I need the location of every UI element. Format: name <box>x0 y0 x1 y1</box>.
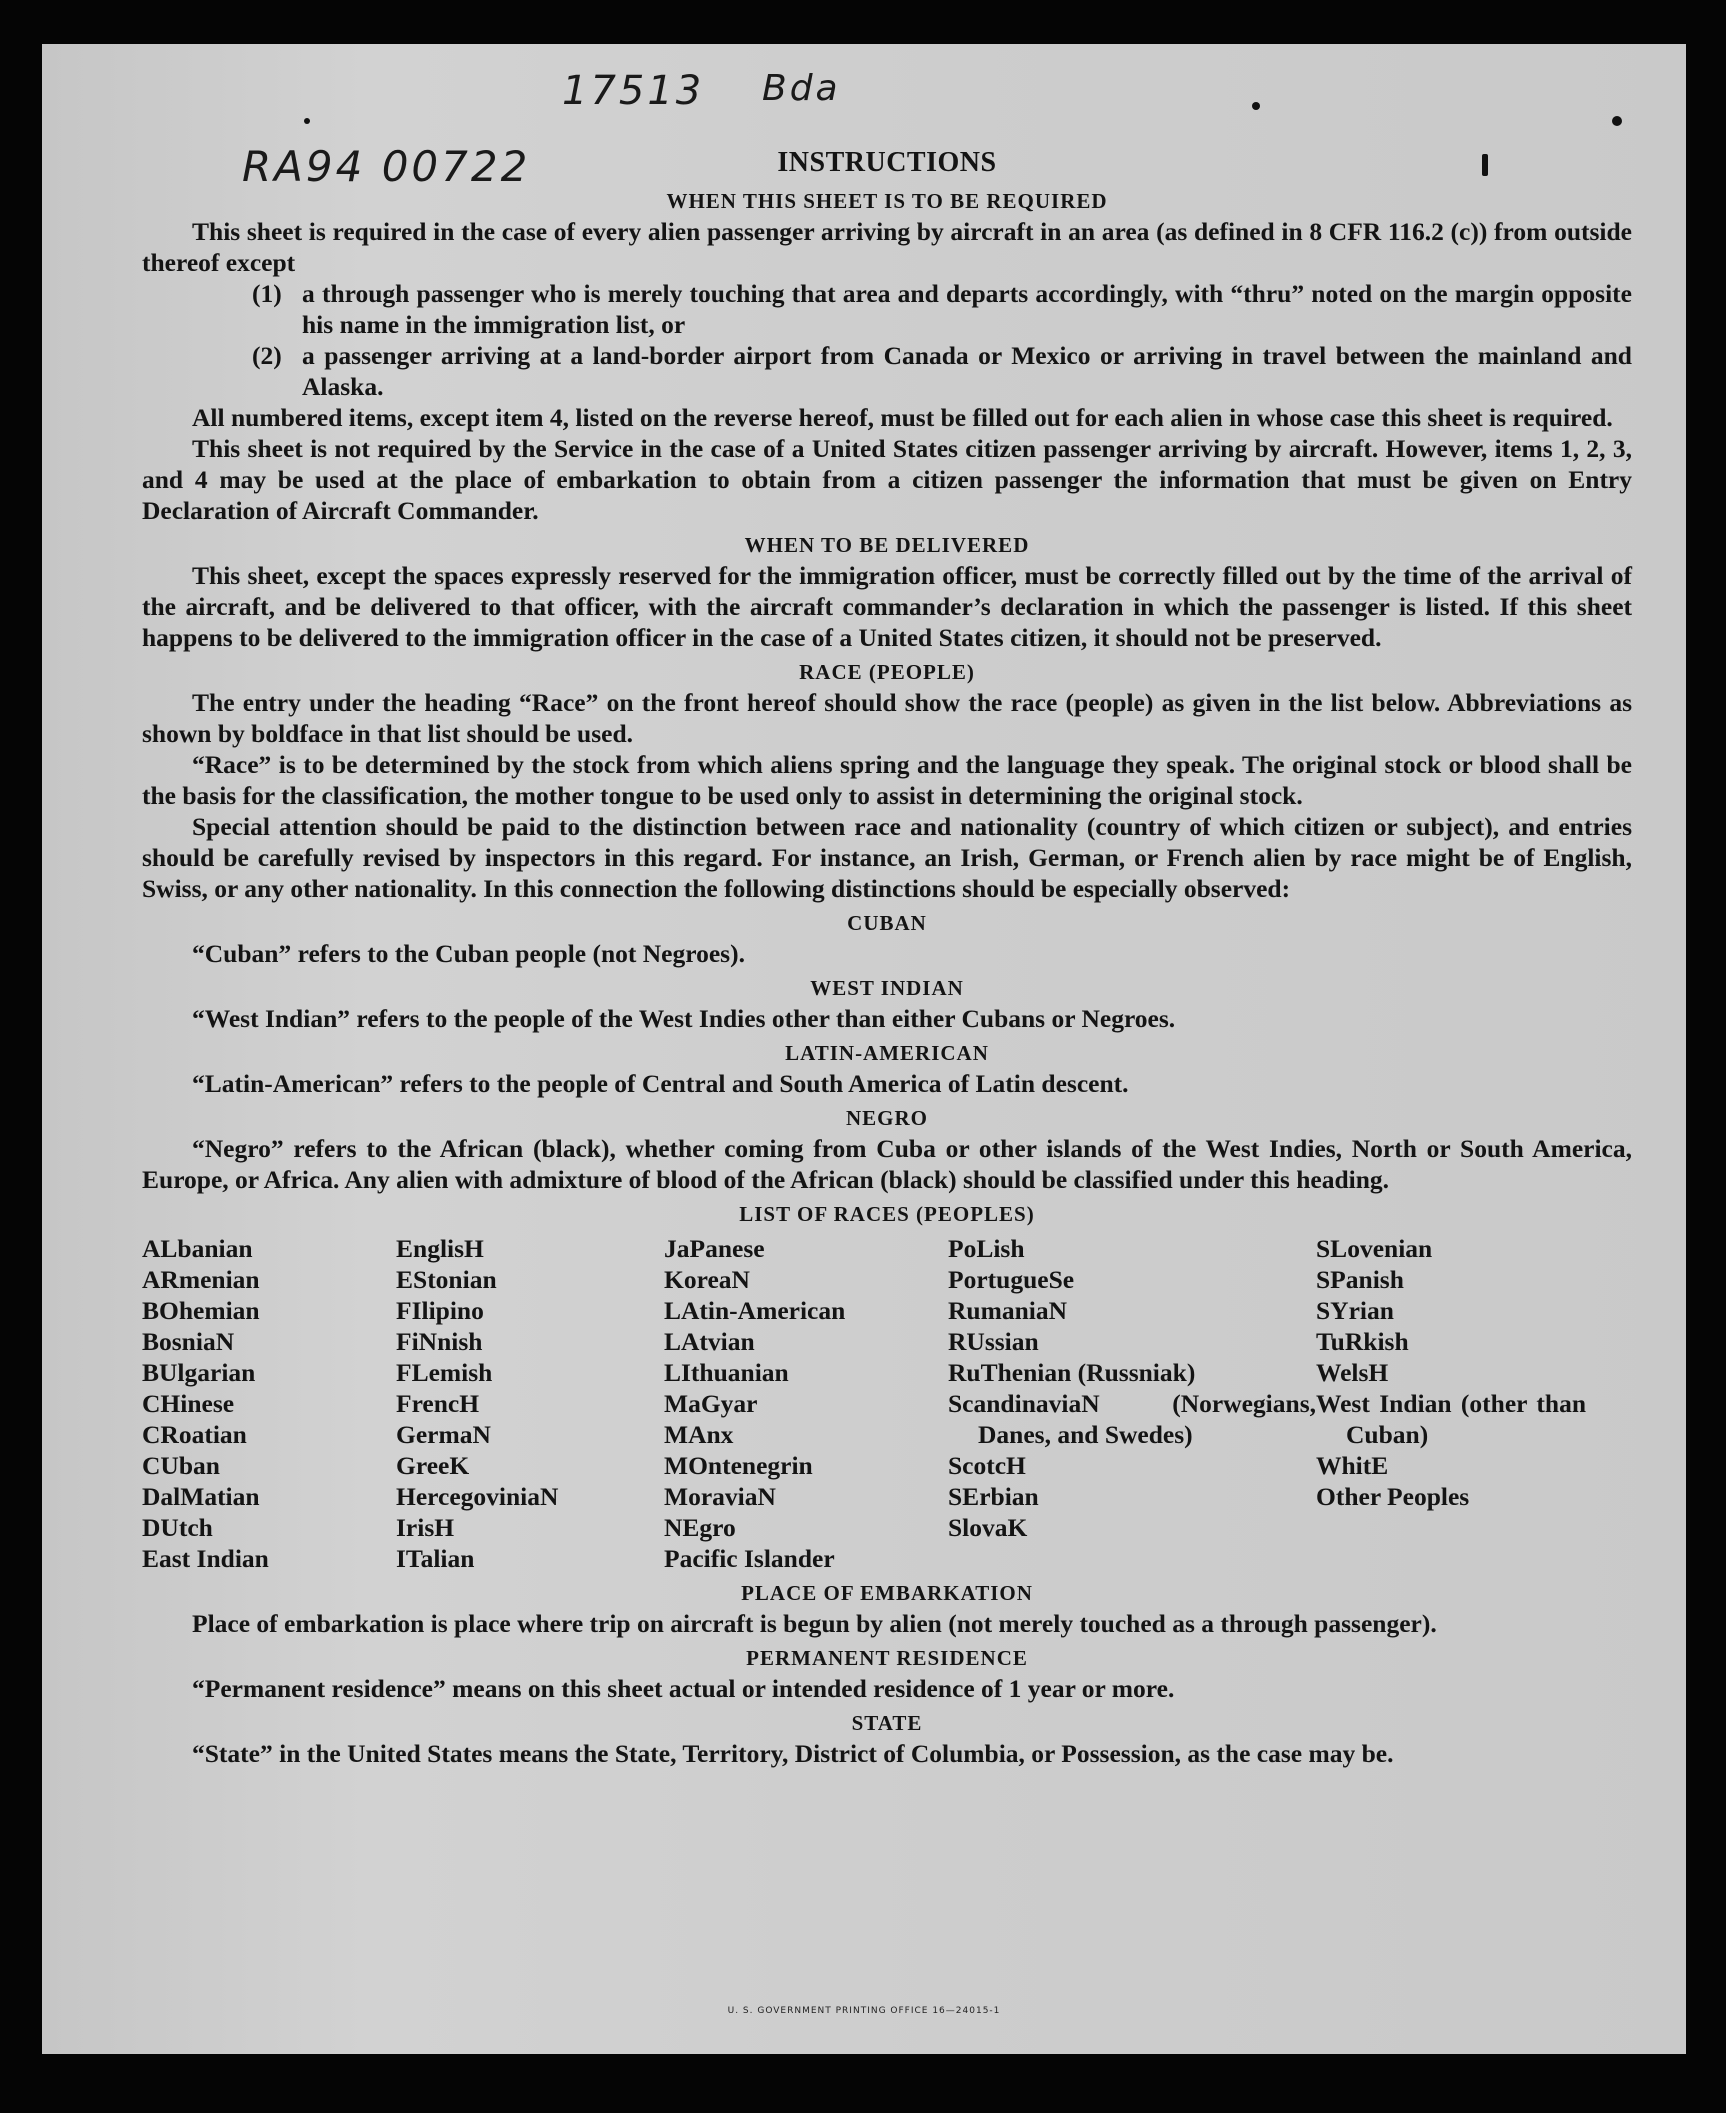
race-entry: WelsH <box>1316 1358 1389 1387</box>
race-entry: CRoatian <box>142 1420 247 1449</box>
paragraph: “Latin-American” refers to the people of Central and South America of Latin descent. <box>192 1069 1129 1098</box>
section-heading: WHEN TO BE DELIVERED <box>744 533 1030 557</box>
races-column <box>396 1233 664 1574</box>
race-entry: KoreaN <box>664 1265 750 1294</box>
paragraph: All numbered items, except item 4, listed on the reverse hereof, must be filled out for each alien in whose case this sheet is required. <box>192 403 1613 432</box>
race-entry: SYrian <box>1316 1296 1394 1325</box>
race-entry: RumaniaN <box>948 1296 1068 1325</box>
paragraph: This sheet is required in the case of every alien passenger arriving by aircraft in an area (as defined in 8 CFR 116.2 (c)) from outside thereof except <box>142 217 1632 277</box>
paragraph: “West Indian” refers to the people of the West Indies other than either Cubans or Negroes. <box>192 1004 1176 1033</box>
race-entry: EnglisH <box>396 1234 484 1263</box>
ink-speck <box>1252 102 1260 110</box>
race-entry: NEgro <box>664 1513 736 1542</box>
handwritten-code: RA94 00722 <box>242 142 531 191</box>
race-entry: SLovenian <box>1316 1234 1433 1263</box>
race-entry: EStonian <box>396 1265 497 1294</box>
race-entry: RuThenian (Russniak) <box>948 1358 1196 1387</box>
section-heading: PERMANENT RESIDENCE <box>746 1646 1028 1670</box>
ink-speck <box>304 118 310 124</box>
race-entry: Other Peoples <box>1316 1482 1470 1511</box>
race-entry: BUlgarian <box>142 1358 256 1387</box>
item-number: (1) <box>252 279 282 308</box>
item-text: a passenger arriving at a land-border airport from Canada or Mexico or arriving in travel between the mainland and Alaska. <box>302 341 1632 401</box>
paragraph: The entry under the heading “Race” on the front hereof should show the race (people) as given in the list below. Abbreviations as shown by boldface in that list should be used. <box>142 688 1632 748</box>
paragraph: “Permanent residence” means on this sheet actual or intended residence of 1 year or more. <box>192 1674 1175 1703</box>
race-entry: SPanish <box>1316 1265 1404 1294</box>
race-entry: ScandinaviaN (Norwegians, Danes, and Swedes) <box>948 1389 1316 1449</box>
races-column <box>664 1233 948 1574</box>
race-entry: MoraviaN <box>664 1482 776 1511</box>
section-heading: NEGRO <box>845 1106 928 1130</box>
race-entry: JaPanese <box>664 1234 765 1263</box>
handwritten-number: 17513 <box>562 68 705 114</box>
race-entry: HercegoviniaN <box>396 1482 559 1511</box>
race-entry: SlovaK <box>948 1513 1028 1542</box>
race-entry: East Indian <box>142 1544 269 1573</box>
paragraph: “Race” is to be determined by the stock from which aliens spring and the language they speak. The original stock or blood shall be the basis for the classification, the mother tongue to be used only to assist in determining the original stock. <box>142 750 1632 810</box>
race-entry: CUban <box>142 1451 220 1480</box>
race-entry: PoLish <box>948 1234 1025 1263</box>
ink-speck <box>1612 116 1622 126</box>
race-entry: WhitE <box>1316 1451 1389 1480</box>
section-heading: PLACE OF EMBARKATION <box>741 1581 1033 1605</box>
race-entry: GreeK <box>396 1451 470 1480</box>
race-entry: CHinese <box>142 1389 235 1418</box>
instructions-content <box>142 144 1632 1769</box>
race-entry: ITalian <box>396 1544 475 1573</box>
race-entry: FIlipino <box>396 1296 484 1325</box>
page-title: INSTRUCTIONS <box>777 147 997 178</box>
race-entry: West Indian (other than Cuban) <box>1316 1389 1586 1449</box>
race-entry: ARmenian <box>142 1265 260 1294</box>
race-entry: RUssian <box>948 1327 1039 1356</box>
race-entry: ALbanian <box>142 1234 253 1263</box>
race-entry: GermaN <box>396 1420 491 1449</box>
handwritten-word: Bda <box>762 68 841 109</box>
race-entry: TuRkish <box>1316 1327 1409 1356</box>
paragraph: Special attention should be paid to the distinction between race and nationality (country of which citizen or subject), and entries should be carefully revised by inspectors in this regard. For instance, an Irish, German, or French alien by race might be of English, Swiss, or any other nationality. In this connection the following distinctions should be especially observed: <box>142 812 1632 903</box>
item-number: (2) <box>252 341 282 370</box>
paragraph: “State” in the United States means the State, Territory, District of Columbia, or Possession, as the case may be. <box>192 1739 1394 1768</box>
section-heading: LIST OF RACES (PEOPLES) <box>739 1202 1035 1226</box>
race-entry: DUtch <box>142 1513 213 1542</box>
race-entry: IrisH <box>396 1513 455 1542</box>
race-entry: FiNnish <box>396 1327 483 1356</box>
list-item <box>252 340 1632 402</box>
race-entry: LIthuanian <box>664 1358 789 1387</box>
race-entry: DalMatian <box>142 1482 260 1511</box>
race-entry: MaGyar <box>664 1389 758 1418</box>
race-entry: SErbian <box>948 1482 1039 1511</box>
section-heading: LATIN-AMERICAN <box>785 1041 989 1065</box>
races-column <box>1316 1233 1586 1574</box>
section-heading: WHEN THIS SHEET IS TO BE REQUIRED <box>666 189 1108 213</box>
race-entry: FLemish <box>396 1358 493 1387</box>
paragraph: Place of embarkation is place where trip on aircraft is begun by alien (not merely touched as a through passenger). <box>192 1609 1437 1638</box>
races-column <box>948 1233 1316 1574</box>
section-heading: WEST INDIAN <box>810 976 964 1000</box>
item-text: a through passenger who is merely touching that area and departs accordingly, with “thru” noted on the margin opposite his name in the immigration list, or <box>302 279 1632 339</box>
race-entry: BOhemian <box>142 1296 260 1325</box>
race-entry: FrencH <box>396 1389 480 1418</box>
race-entry: BosniaN <box>142 1327 235 1356</box>
document-page <box>42 44 1686 2054</box>
race-entry: PortugueSe <box>948 1265 1075 1294</box>
paragraph: “Cuban” refers to the Cuban people (not Negroes). <box>192 939 745 968</box>
race-entry: ScotcH <box>948 1451 1026 1480</box>
race-entry: LAtvian <box>664 1327 755 1356</box>
races-list <box>142 1233 1632 1574</box>
race-entry: MAnx <box>664 1420 734 1449</box>
paragraph: This sheet, except the spaces expressly reserved for the immigration officer, must be correctly filled out by the time of the arrival of the aircraft, and be delivered to that officer, with the aircraft commander’s declaration in which the passenger is listed. If this sheet happens to be delivered to the immigration officer in the case of a United States citizen, it should not be preserved. <box>142 561 1632 652</box>
paragraph: This sheet is not required by the Service in the case of a United States citizen passenger arriving by aircraft. However, items 1, 2, 3, and 4 may be used at the place of embarkation to obtain from a citizen passenger the information that must be given on Entry Declaration of Aircraft Commander. <box>142 434 1632 525</box>
printer-footer: U. S. GOVERNMENT PRINTING OFFICE 16—24015-1 <box>727 2006 1001 2016</box>
paragraph: “Negro” refers to the African (black), whether coming from Cuba or other islands of the West Indies, North or South America, Europe, or Africa. Any alien with admixture of blood of the African (black) should be classified under this heading. <box>142 1134 1632 1194</box>
section-heading: RACE (PEOPLE) <box>799 660 975 684</box>
race-entry: MOntenegrin <box>664 1451 813 1480</box>
list-item <box>252 278 1632 340</box>
race-entry: LAtin-American <box>664 1296 846 1325</box>
section-heading: STATE <box>851 1711 923 1735</box>
races-column <box>142 1233 396 1574</box>
section-heading: CUBAN <box>847 911 927 935</box>
race-entry: Pacific Islander <box>664 1544 835 1573</box>
